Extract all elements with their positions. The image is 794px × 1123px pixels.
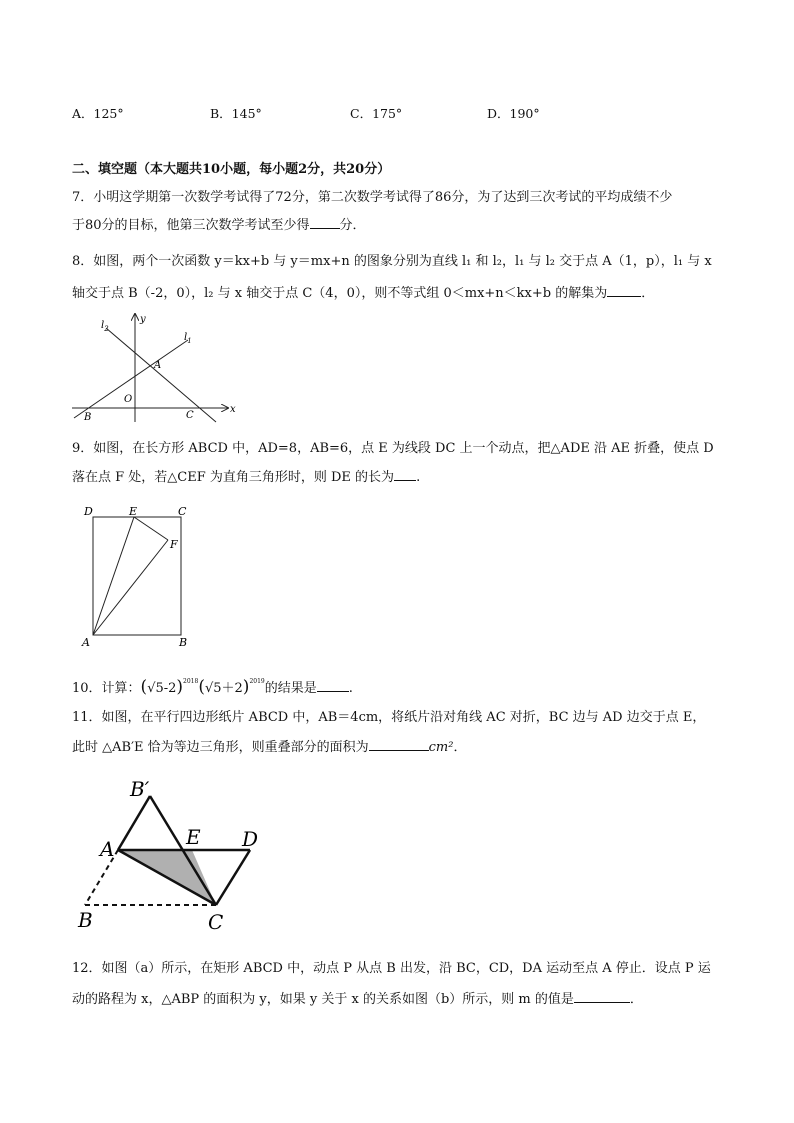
rectangle-abcd (93, 517, 181, 635)
q11-text-end: ． (453, 740, 467, 755)
q12-text-end: ． (629, 992, 643, 1007)
q10-end: . (348, 681, 353, 696)
q11-line1: 11．如图，在平行四边形纸片 ABCD 中，AB＝4cm，将纸片沿对角线 AC 对折，BC 边与 AD 边交于点 E， (72, 710, 706, 725)
vertex-a: A (82, 636, 90, 649)
vertex-c: C (178, 505, 187, 518)
q7-line1: 7．小明这学期第一次数学考试得了72分，第二次数学考试得了86分，为了达到三次考试的平均成绩不少 (72, 190, 673, 205)
q9-answer-blank[interactable] (394, 468, 416, 481)
vertex-b-prime: B′ (130, 777, 150, 801)
y-label: y (140, 314, 146, 325)
l1-label: $l_1$ (184, 332, 192, 345)
vertex-b: B (78, 908, 93, 932)
option-d: D．190° (487, 106, 540, 121)
q12-answer-blank[interactable] (574, 990, 630, 1003)
vertex-c: C (208, 910, 224, 934)
q11-line2 (72, 738, 467, 757)
q7-line2 (72, 216, 366, 235)
q10-answer-blank[interactable] (317, 679, 349, 692)
q11-figure (72, 774, 262, 939)
q9-text: 落在点 F 处，若△CEF 为直角三角形时，则 DE 的长为 (72, 470, 395, 485)
q12-line2 (72, 990, 643, 1009)
option-c: C．175° (350, 106, 403, 121)
segment-af (93, 540, 168, 635)
q10-prefix: 10．计算： (72, 681, 141, 696)
segment-ab1 (118, 796, 150, 850)
q9-text-end: . (416, 470, 421, 485)
q10-base1: √5-2 (147, 681, 177, 696)
q8-figure (68, 312, 248, 422)
section-title: 二、填空题（本大题共10小题，每小题2分，共20分） (72, 162, 391, 177)
q12-line1: 12．如图（a）所示，在矩形 ABCD 中，动点 P 从点 B 出发，沿 BC，CD，DA 运动至点 A 停止．设点 P 运 (72, 961, 711, 976)
q11-text: 此时 △AB′E 恰为等边三角形，则重叠部分的面积为 (72, 740, 369, 755)
origin-label: O (124, 394, 133, 405)
q12-text: 动的路程为 x，△ABP 的面积为 y，如果 y 关于 x 的关系如图（b）所示，则 m 的值是 (72, 992, 574, 1007)
option-b: B．145° (210, 106, 262, 121)
q9-line2 (72, 468, 420, 487)
vertex-d: D (84, 505, 93, 518)
q9-line1: 9．如图，在长方形 ABCD 中，AD=8，AB=6，点 E 为线段 DC 上一个动点，把△ADE 沿 AE 折叠，使点 D (72, 441, 714, 456)
q11-answer-blank[interactable] (369, 738, 429, 751)
q10-suffix: 的结果是 (264, 681, 317, 696)
vertex-b: B (179, 636, 188, 649)
q11-unit: cm² (428, 740, 454, 755)
q7-text-end: 分． (339, 218, 366, 233)
vertex-d: D (242, 827, 259, 851)
q10-line: 10．计算：$(√5-2)^{2018}(√5+2)^{2019}$的结果是 . (72, 677, 353, 697)
vertex-e: E (129, 505, 138, 518)
q8-line1: 8．如图，两个一次函数 y＝kx+b 与 y＝mx+n 的图象分别为直线 l₁ 和 l₂，l₁ 与 l₂ 交于点 A（1，p），l₁ 与 x (72, 254, 712, 269)
q7-answer-blank[interactable] (310, 216, 340, 229)
q10-base2: √5＋2 (204, 681, 243, 696)
point-a-label: A (154, 360, 162, 371)
point-c-label: C (186, 410, 194, 421)
option-a: A．125° (72, 106, 124, 121)
l2-label: $l_2$ (101, 320, 109, 333)
vertex-f: F (170, 538, 178, 551)
vertex-e: E (186, 825, 201, 849)
q10-exp2: 2019 (249, 678, 265, 685)
q7-text: 于80分的目标，他第三次数学考试至少得 (72, 218, 310, 233)
segment-ae (93, 517, 134, 635)
q9-figure (80, 503, 200, 648)
q8-answer-blank[interactable] (607, 284, 641, 297)
q8-line2 (72, 284, 654, 303)
point-b-label: B (84, 412, 92, 423)
segment-ef (134, 517, 168, 540)
vertex-a: A (100, 837, 115, 861)
line-l1 (74, 340, 188, 418)
q8-text-end: ． (641, 286, 655, 301)
q10-exp1: 2018 (183, 678, 199, 685)
x-label: x (230, 404, 236, 415)
q8-text: 轴交于点 B（-2，0），l₂ 与 x 轴交于点 C（4，0），则不等式组 0＜mx+n＜kx+b 的解集为 (72, 286, 608, 301)
segment-dc (216, 850, 250, 905)
